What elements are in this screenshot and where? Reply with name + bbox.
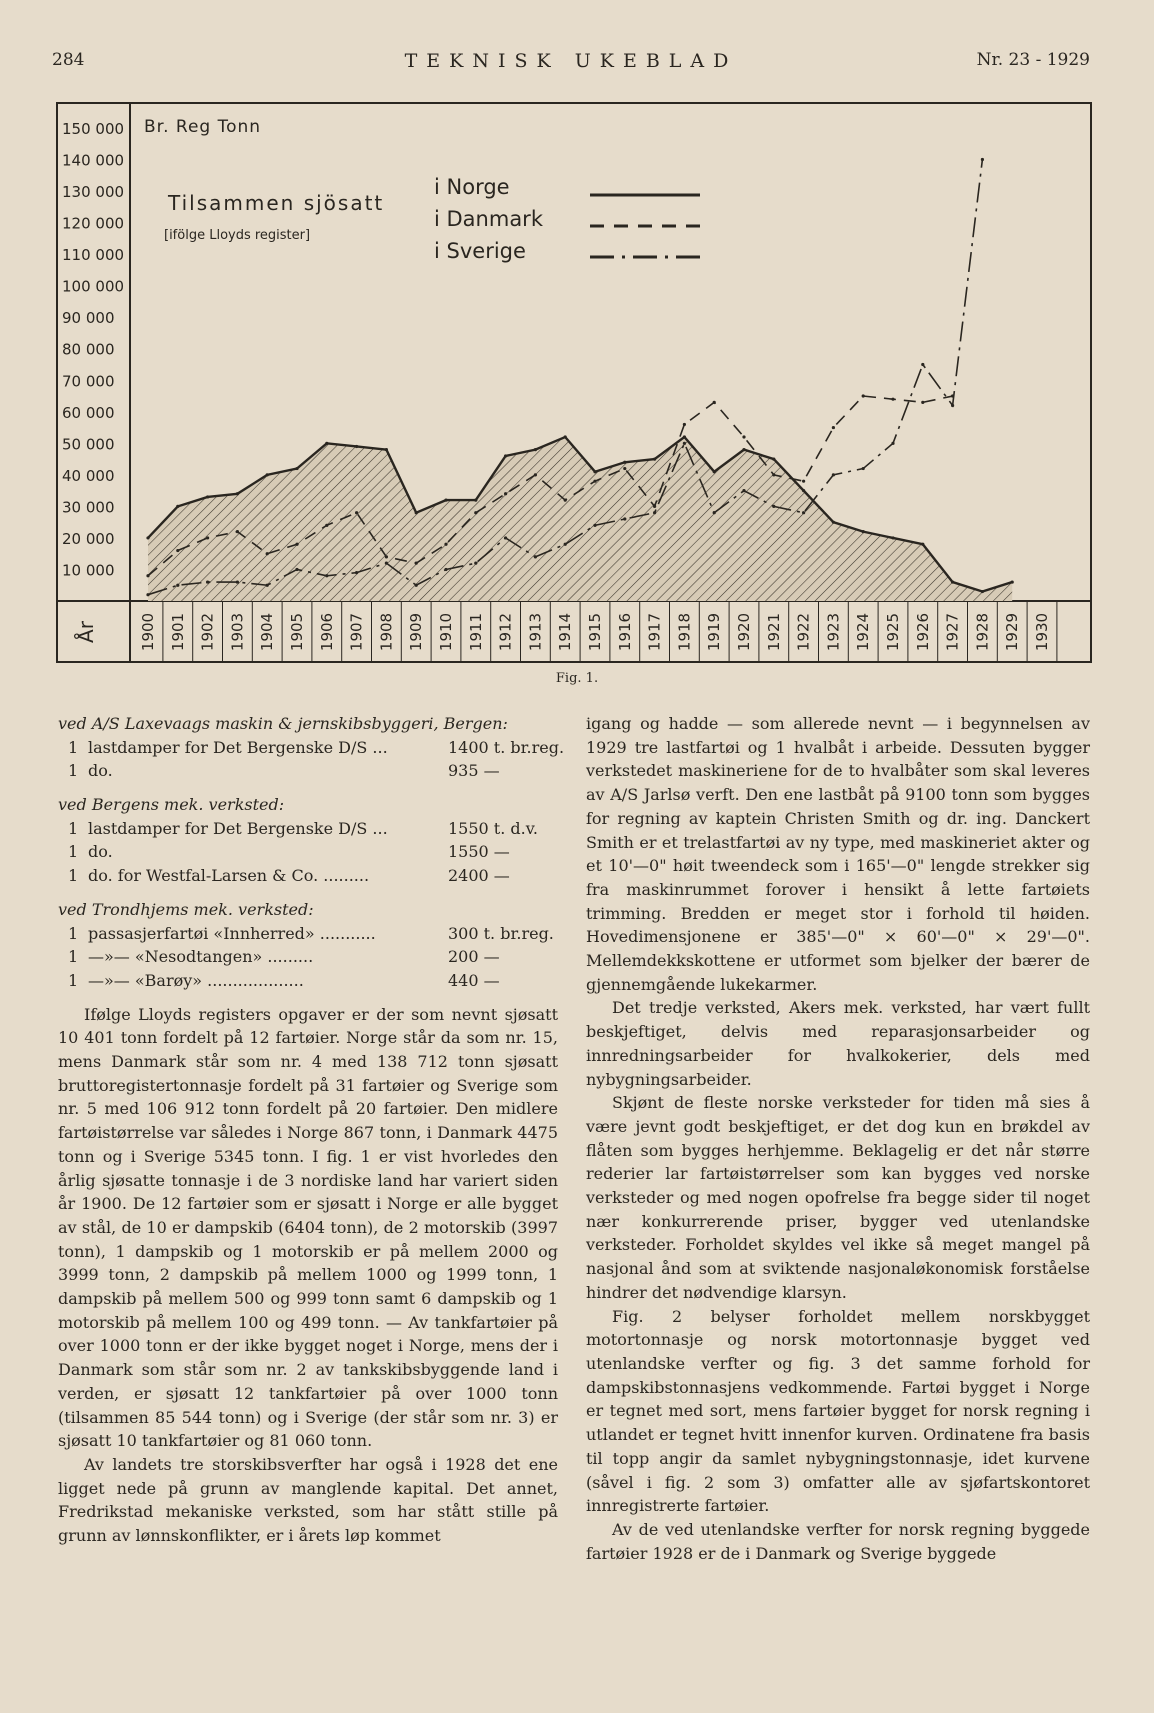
data-point-series-0 <box>832 521 835 524</box>
data-point-series-2 <box>981 158 984 161</box>
data-point-series-2 <box>623 517 626 520</box>
right-column <box>586 712 1090 1565</box>
data-point-series-0 <box>266 473 269 476</box>
body-paragraph: Det tredje verksted, Akers mek. verksted, har vært fullt beskjeftiget, delvis med reparasjonsarbeider og innredningsarbeider for hvalkokerier, dels med nybygningsarbeider. <box>586 998 1090 1089</box>
data-point-series-1 <box>802 480 805 483</box>
x-tick-label: 1910 <box>437 612 455 652</box>
data-point-series-0 <box>146 536 149 539</box>
x-tick-label: 1930 <box>1033 612 1051 652</box>
ship-row: 1 —»— «Nesodtangen» ......... 200 — <box>68 947 500 967</box>
data-point-series-0 <box>921 543 924 546</box>
x-tick-label: 1926 <box>913 612 932 652</box>
data-point-series-1 <box>474 511 477 514</box>
data-point-series-2 <box>862 467 865 470</box>
legend-title: Tilsammen sjösatt <box>168 191 385 215</box>
data-point-series-2 <box>444 568 447 571</box>
left-column <box>58 712 565 1548</box>
x-tick-label: 1914 <box>556 612 575 652</box>
data-point-series-2 <box>236 580 239 583</box>
data-point-series-0 <box>444 498 447 501</box>
data-point-series-2 <box>742 489 745 492</box>
data-point-series-1 <box>385 555 388 558</box>
data-point-series-2 <box>713 511 716 514</box>
data-point-series-0 <box>653 458 656 461</box>
x-tick-label: 1915 <box>586 612 604 652</box>
data-point-series-2 <box>355 571 358 574</box>
data-point-series-1 <box>176 549 179 552</box>
ship-row: 1 lastdamper for Det Bergenske D/S ... 1550 t. d.v. <box>68 818 538 838</box>
y-tick-label: 60 000 <box>62 403 115 422</box>
data-point-series-1 <box>772 473 775 476</box>
data-point-series-0 <box>772 458 775 461</box>
data-point-series-1 <box>862 394 865 397</box>
norge-area <box>148 437 1012 601</box>
data-point-series-0 <box>504 454 507 457</box>
figure-1-chart <box>0 0 1154 670</box>
y-tick-label: 150 000 <box>62 120 125 138</box>
issue-label: Nr. 23 - 1929 <box>976 50 1090 70</box>
data-point-series-1 <box>713 401 716 404</box>
data-point-series-2 <box>176 584 179 587</box>
y-tick-label: 140 000 <box>62 151 125 170</box>
x-tick-label: 1918 <box>675 612 694 652</box>
x-tick-label: 1906 <box>317 612 336 652</box>
journal-title: TEKNISK UKEBLAD <box>404 50 738 72</box>
x-tick-label: 1907 <box>347 612 366 652</box>
data-point-series-0 <box>176 505 179 508</box>
data-point-series-2 <box>474 562 477 565</box>
data-point-series-2 <box>683 442 686 445</box>
data-point-series-2 <box>534 555 537 558</box>
data-point-series-2 <box>146 593 149 596</box>
body-paragraph: Av landets tre storskibsverfter har også i 1928 det ene ligget nede på grunn av manglende kapital. Det annet, Fredrikstad mekaniske verksted, som har stått stille på grunn av lønnskonflikter, er i årets løp kommet <box>58 1454 558 1546</box>
data-point-series-2 <box>385 562 388 565</box>
data-point-series-1 <box>146 574 149 577</box>
x-tick-label: 1905 <box>288 612 306 652</box>
data-point-series-0 <box>951 580 954 583</box>
data-point-series-1 <box>891 398 894 401</box>
x-tick-label: 1911 <box>466 612 485 652</box>
data-point-series-2 <box>653 511 656 514</box>
y-axis-label: Br. Reg Tonn <box>144 117 262 137</box>
data-point-series-1 <box>593 480 596 483</box>
data-point-series-0 <box>713 470 716 473</box>
x-tick-label: 1928 <box>973 612 992 652</box>
data-point-series-1 <box>504 492 507 495</box>
y-tick-label: 120 000 <box>62 214 125 233</box>
data-point-series-1 <box>325 524 328 527</box>
data-point-series-2 <box>504 536 507 539</box>
yard-heading: ved Trondhjems mek. verksted: <box>58 899 314 919</box>
ship-row: 1 passasjerfartøi «Innherred» ........... 300 t. br.reg. <box>68 923 554 943</box>
x-tick-label: 1908 <box>377 612 396 652</box>
page-number: 284 <box>52 50 85 70</box>
data-point-series-0 <box>385 448 388 451</box>
x-tick-label: 1921 <box>764 612 783 652</box>
data-point-series-0 <box>325 442 328 445</box>
x-tick-label: 1903 <box>228 612 247 652</box>
y-tick-label: 40 000 <box>62 466 115 485</box>
y-tick-label: 90 000 <box>62 309 115 328</box>
data-point-series-1 <box>206 536 209 539</box>
body-paragraph: Ifølge Lloyds registers opgaver er der som nevnt sjøsatt 10 401 tonn fordelt på 12 fartøier. Norge står da som nr. 15, mens Danmark står som nr. 4 med 138 712 tonn sjøsatt bruttoregistertonnasje fordelt på 31 fartøier og Sverige som nr. 5 med 106 912 tonn fordelt på 20 fartøier. Den midlere fartøistørrelse var således i Norge 867 tonn, i Danmark 4475 tonn og i Sverige 5345 tonn. I fig. 1 er vist hvorledes den årlig sjøsatte tonnasje i de 3 nordiske land har variert siden år 1900. De 12 fartøier som er sjøsatt i Norge er alle bygget av stål, de 10 er dampskib (6404 tonn), de 2 motorskib (3997 tonn), 1 dampskib og 1 motorskib er på mellem 2000 og 3999 tonn, 2 dampskib på mellem 1000 og 1999 tonn, 1 dampskib på mellem 500 og 999 tonn samt 6 dampskib og 1 motorskib på mellem 100 og 499 tonn. — Av tankfartøier på over 1000 tonn er der ikke bygget noget i Norge, mens der i Danmark som står som nr. 2 av tankskibsbyggende land i verden, er sjøsatt 12 tankfartøier på over 1000 tonn (tilsammen 85 544 tonn) og i Sverige (der står som nr. 3) er sjøsatt 10 tankfartøier og 81 060 tonn. <box>58 1004 558 1451</box>
ship-row: 1 do. 935 — <box>68 761 500 781</box>
x-tick-label: 1901 <box>168 612 187 652</box>
legend-label-danmark: i Danmark <box>434 207 543 231</box>
ship-row: 1 do. for Westfal-Larsen & Co. ......... 2400 — <box>68 866 510 886</box>
data-point-series-1 <box>653 505 656 508</box>
data-point-series-0 <box>1011 580 1014 583</box>
data-point-series-1 <box>832 426 835 429</box>
data-point-series-2 <box>266 584 269 587</box>
data-point-series-2 <box>951 404 954 407</box>
body-paragraph: Fig. 2 belyser forholdet mellem norskbygget motortonnasje og norsk motortonnasje bygget ved utenlandske verfter og fig. 3 det samme forhold for dampskibstonnasjens vedkommende. Fartøi bygget i Norge er tegnet med sort, mens fartøier bygget for norsk regning i utlandet er tegnet hvitt innenfor kurven. Ordinatene fra basis til topp angir da samlet nybygningstonnasje, idet kurvene (såvel i fig. 2 som 3) omfatter alle av sjøfartskontoret innregistrerte fartøier. <box>586 1306 1090 1516</box>
data-point-series-0 <box>742 448 745 451</box>
data-point-series-0 <box>802 489 805 492</box>
x-tick-label: 1927 <box>943 612 962 652</box>
data-point-series-0 <box>415 511 418 514</box>
ship-row: 1 do. 1550 — <box>68 842 510 862</box>
data-point-series-1 <box>683 423 686 426</box>
legend-label-norge: i Norge <box>434 175 510 199</box>
data-point-series-1 <box>444 543 447 546</box>
x-tick-label: 1902 <box>198 612 217 652</box>
x-tick-label: 1912 <box>496 612 515 652</box>
data-point-series-1 <box>742 435 745 438</box>
data-point-series-0 <box>206 495 209 498</box>
yard-heading: ved A/S Laxevaags maskin & jernskibsbyggeri, Bergen: <box>58 714 508 733</box>
x-tick-label: 1929 <box>1003 612 1022 652</box>
data-point-series-0 <box>623 461 626 464</box>
x-tick-label: 1900 <box>139 612 157 652</box>
x-tick-label: 1925 <box>884 612 902 652</box>
data-point-series-1 <box>623 467 626 470</box>
body-paragraph: Skjønt de fleste norske verksteder for tiden må sies å være jevnt godt beskjeftiget, er det dog kun en brøkdel av flåten som bygges herhjemme. Beklagelig er det når større rederier lar fartøistørrelser som kan bygges ved norske verksteder og med nogen opofrelse fra begge sider til noget nær konkurrerende priser, bygger ved utenlandske verksteder. Forholdet skyldes vel ikke så meget mangel på nasjonal ånd som at sviktende nasjonaløkonomisk forståelse hindrer det nødvendige klarsyn. <box>586 1093 1090 1302</box>
data-point-series-0 <box>295 467 298 470</box>
data-point-series-0 <box>891 536 894 539</box>
y-tick-label: 20 000 <box>62 529 115 548</box>
data-point-series-2 <box>832 473 835 476</box>
ship-row: 1 lastdamper for Det Bergenske D/S ... 1400 t. br.reg. <box>68 737 565 757</box>
x-tick-label: 1923 <box>824 612 843 652</box>
data-point-series-1 <box>295 543 298 546</box>
legend-label-sverige: i Sverige <box>434 239 526 263</box>
x-tick-label: 1916 <box>615 612 634 652</box>
y-tick-label: 80 000 <box>62 340 115 359</box>
data-point-series-0 <box>355 445 358 448</box>
data-point-series-0 <box>981 590 984 593</box>
data-point-series-2 <box>593 524 596 527</box>
x-tick-label: 1920 <box>735 612 753 652</box>
data-point-series-0 <box>474 498 477 501</box>
data-point-series-0 <box>862 530 865 533</box>
x-tick-label: 1919 <box>705 612 724 652</box>
data-point-series-2 <box>206 580 209 583</box>
data-point-series-0 <box>236 492 239 495</box>
data-point-series-1 <box>564 498 567 501</box>
y-tick-label: 30 000 <box>62 498 115 517</box>
data-point-series-1 <box>921 401 924 404</box>
data-point-series-0 <box>564 435 567 438</box>
data-point-series-1 <box>266 552 269 555</box>
data-point-series-2 <box>325 574 328 577</box>
data-point-series-0 <box>534 448 537 451</box>
data-point-series-1 <box>236 530 239 533</box>
data-point-series-2 <box>891 442 894 445</box>
x-tick-label: 1917 <box>645 612 664 652</box>
yard-heading: ved Bergens mek. verksted: <box>58 795 285 815</box>
y-tick-label: 100 000 <box>62 277 125 296</box>
data-point-series-2 <box>564 543 567 546</box>
data-point-series-2 <box>802 511 805 514</box>
data-point-series-1 <box>534 473 537 476</box>
legend-subtitle: [ifölge Lloyds register] <box>164 228 311 243</box>
data-point-series-1 <box>415 562 418 565</box>
data-point-series-2 <box>772 505 775 508</box>
x-tick-label: 1909 <box>407 612 426 652</box>
x-tick-label: 1913 <box>526 612 545 652</box>
x-axis-label: År <box>74 621 98 643</box>
y-tick-label: 50 000 <box>62 435 115 454</box>
data-point-series-1 <box>355 511 358 514</box>
y-tick-label: 70 000 <box>62 372 115 391</box>
y-tick-label: 110 000 <box>62 246 125 265</box>
data-point-series-0 <box>683 435 686 438</box>
x-tick-label: 1924 <box>854 612 873 652</box>
x-tick-label: 1922 <box>794 612 813 652</box>
data-point-series-0 <box>593 470 596 473</box>
x-tick-label: 1904 <box>258 612 277 652</box>
ship-row: 1 —»— «Barøy» ................... 440 — <box>68 970 500 990</box>
data-point-series-2 <box>921 363 924 366</box>
body-paragraph: igang og hadde — som allerede nevnt — i begynnelsen av 1929 tre lastfartøi og 1 hvalbåt i arbeide. Dessuten bygger verkstedet maskineriene for de to hvalbåter som skal leveres av A/S Jarlsø verft. Den ene lastbåt på 9100 tonn som bygges for regning av kaptein Christen Smith og dr. ing. Danckert Smith er et trelastfartøi av ny type, med maskineriet akter og et 10'—0" høit tweendeck som i 165'—0" lengde strekker sig fra maskinrummet forover i hensikt å lette fartøiets trimming. Bredden er meget stor i forhold til høiden. Hovedimensjonene er 385'—0" × 60'—0" × 29'—0". Mellemdekkskottene er utformet som bjelker der bærer de gjennemgående lukekarmer. <box>586 714 1090 994</box>
figure-caption: Fig. 1. <box>555 671 599 686</box>
y-tick-label: 130 000 <box>62 183 125 202</box>
y-tick-label: 10 000 <box>62 561 115 580</box>
data-point-series-2 <box>295 568 298 571</box>
body-paragraph: Av de ved utenlandske verfter for norsk regning byggede fartøier 1928 er de i Danmark og Sverige byggede <box>586 1519 1090 1563</box>
data-point-series-2 <box>415 584 418 587</box>
